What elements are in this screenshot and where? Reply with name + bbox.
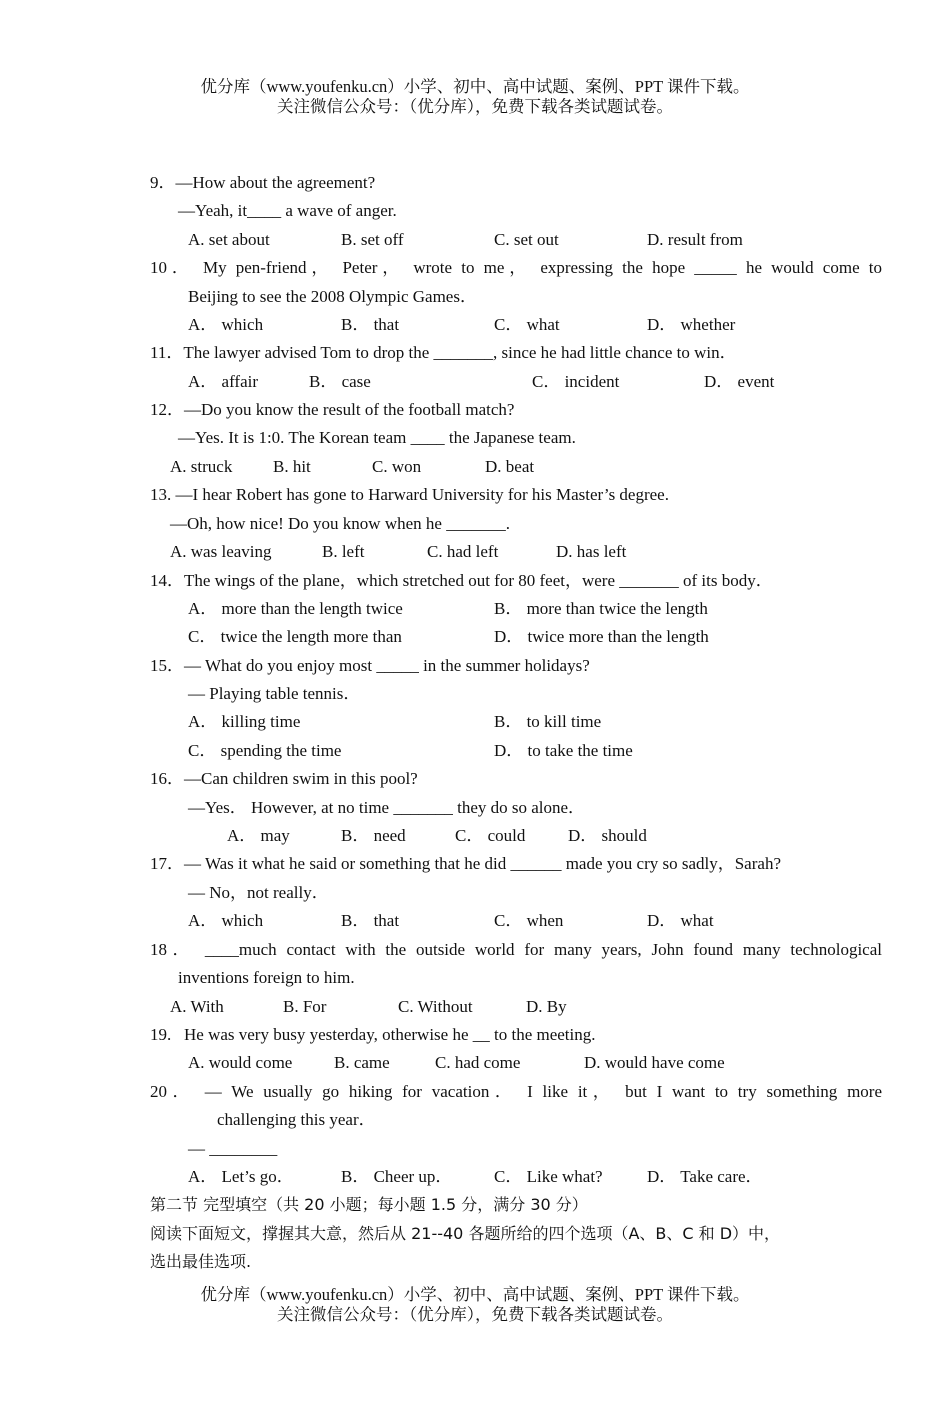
q20-line2: challenging this year． (217, 1110, 376, 1129)
q11-option-c: C． incident (532, 372, 620, 391)
q10-option-b: B． that (341, 315, 400, 334)
q16-option-d: D． should (568, 826, 647, 845)
q15-option-c: C． spending the time (188, 741, 342, 760)
q20-line3: — ________ (188, 1139, 278, 1158)
q14-option-d: D． twice more than the length (494, 627, 709, 646)
q9-option-a: A. set about (188, 230, 270, 249)
q12-option-a: A. struck (170, 457, 233, 476)
q12-option-d: D. beat (485, 457, 535, 476)
q15-line2: — Playing table tennis． (188, 684, 361, 703)
q13-line2: —Oh, how nice! Do you know when he _______. (170, 514, 510, 533)
q12-option-b: B. hit (273, 457, 311, 476)
q9-stem: 9．—How about the agreement? (150, 173, 376, 192)
q12-option-c: C. won (372, 457, 422, 476)
section-instruction-1: 阅读下面短文，撑握其大意，然后从 21--40 各题所给的四个选项（A、B、C 和 D）中， (150, 1224, 781, 1243)
q19-option-b: B. came (334, 1053, 390, 1072)
q14-option-b: B． more than twice the length (494, 599, 708, 618)
q18-stem: 18． ____much contact with the outside world for many years, John found many technological (150, 940, 882, 959)
q19-option-d: D. would have come (584, 1053, 725, 1072)
q13-option-c: C. had left (427, 542, 499, 561)
q15-stem: 15．— What do you enjoy most _____ in the summer holidays? (150, 656, 590, 675)
q14-option-a: A． more than the length twice (188, 599, 403, 618)
q9-option-c: C. set out (494, 230, 559, 249)
q13-option-a: A. was leaving (170, 542, 272, 561)
q17-option-a: A． which (188, 911, 264, 930)
q13-stem: 13. —I hear Robert has gone to Harward University for his Master’s degree. (150, 485, 669, 504)
q20-stem: 20． — We usually go hiking for vacation． I like it， but I want to try something more (150, 1082, 882, 1101)
q17-line2: — No，not really． (188, 883, 329, 902)
q10-option-d: D． whether (647, 315, 736, 334)
q18-option-b: B. For (283, 997, 327, 1016)
q18-line2: inventions foreign to him. (178, 968, 355, 987)
q10-option-c: C． what (494, 315, 560, 334)
header-line-2: 关注微信公众号：（优分库），免费下载各类试题试卷。 (277, 97, 673, 116)
q17-option-b: B． that (341, 911, 400, 930)
q18-option-a: A. With (170, 997, 224, 1016)
q15-option-a: A． killing time (188, 712, 301, 731)
q20-option-d: D． Take care． (647, 1167, 763, 1186)
q20-option-b: B． Cheer up． (341, 1167, 453, 1186)
section-instruction-2: 选出最佳选项. (150, 1252, 252, 1271)
q9-option-d: D. result from (647, 230, 743, 249)
q13-option-b: B. left (322, 542, 365, 561)
q17-option-d: D． what (647, 911, 714, 930)
q11-option-b: B． case (309, 372, 371, 391)
q19-option-c: C. had come (435, 1053, 521, 1072)
section-title: 第二节 完型填空（共 20 小题；每小题 1.5 分，满分 30 分） (150, 1195, 588, 1214)
q20-option-a: A． Let’s go． (188, 1167, 294, 1186)
q10-stem: 10． My pen-friend， Peter， wrote to me， expressing the hope _____ he would come to (150, 258, 882, 277)
q12-line2: —Yes. It is 1:0. The Korean team ____ the Japanese team. (178, 428, 576, 447)
q12-stem: 12．—Do you know the result of the football match? (150, 400, 515, 419)
q16-stem: 16．—Can children swim in this pool? (150, 769, 418, 788)
q19-stem: 19. He was very busy yesterday, otherwise he __ to the meeting. (150, 1025, 596, 1044)
q16-option-b: B． need (341, 826, 406, 845)
q14-stem: 14．The wings of the plane，which stretched out for 80 feet，were _______ of its body． (150, 571, 773, 590)
q10-option-a: A． which (188, 315, 264, 334)
q17-stem: 17．— Was it what he said or something that he did ______ made you cry so sadly，Sarah? (150, 854, 781, 873)
q18-option-c: C. Without (398, 997, 473, 1016)
q20-option-c: C． Like what? (494, 1167, 603, 1186)
q11-option-d: D． event (704, 372, 775, 391)
q11-option-a: A． affair (188, 372, 259, 391)
q17-option-c: C． when (494, 911, 564, 930)
q16-option-a: A． may (227, 826, 290, 845)
q14-option-c: C． twice the length more than (188, 627, 402, 646)
q18-option-d: D. By (526, 997, 567, 1016)
q16-option-c: C． could (455, 826, 526, 845)
q13-option-d: D. has left (556, 542, 627, 561)
q16-line2: —Yes． However, at no time _______ they do so alone． (188, 798, 586, 817)
q15-option-b: B． to kill time (494, 712, 602, 731)
header-line-1: 优分库（www.youfenku.cn）小学、初中、高中试题、案例、PPT 课件下载。 (200, 77, 750, 96)
q15-option-d: D． to take the time (494, 741, 633, 760)
footer-line-1: 优分库（www.youfenku.cn）小学、初中、高中试题、案例、PPT 课件下载。 (200, 1285, 750, 1304)
q9-line2: —Yeah, it____ a wave of anger. (178, 201, 397, 220)
q10-line2: Beijing to see the 2008 Olympic Games． (188, 287, 477, 306)
q11-stem: 11．The lawyer advised Tom to drop the _______, since he had little chance to win． (150, 343, 737, 362)
q19-option-a: A. would come (188, 1053, 293, 1072)
q9-option-b: B. set off (341, 230, 404, 249)
footer-line-2: 关注微信公众号：（优分库），免费下载各类试题试卷。 (277, 1305, 673, 1324)
